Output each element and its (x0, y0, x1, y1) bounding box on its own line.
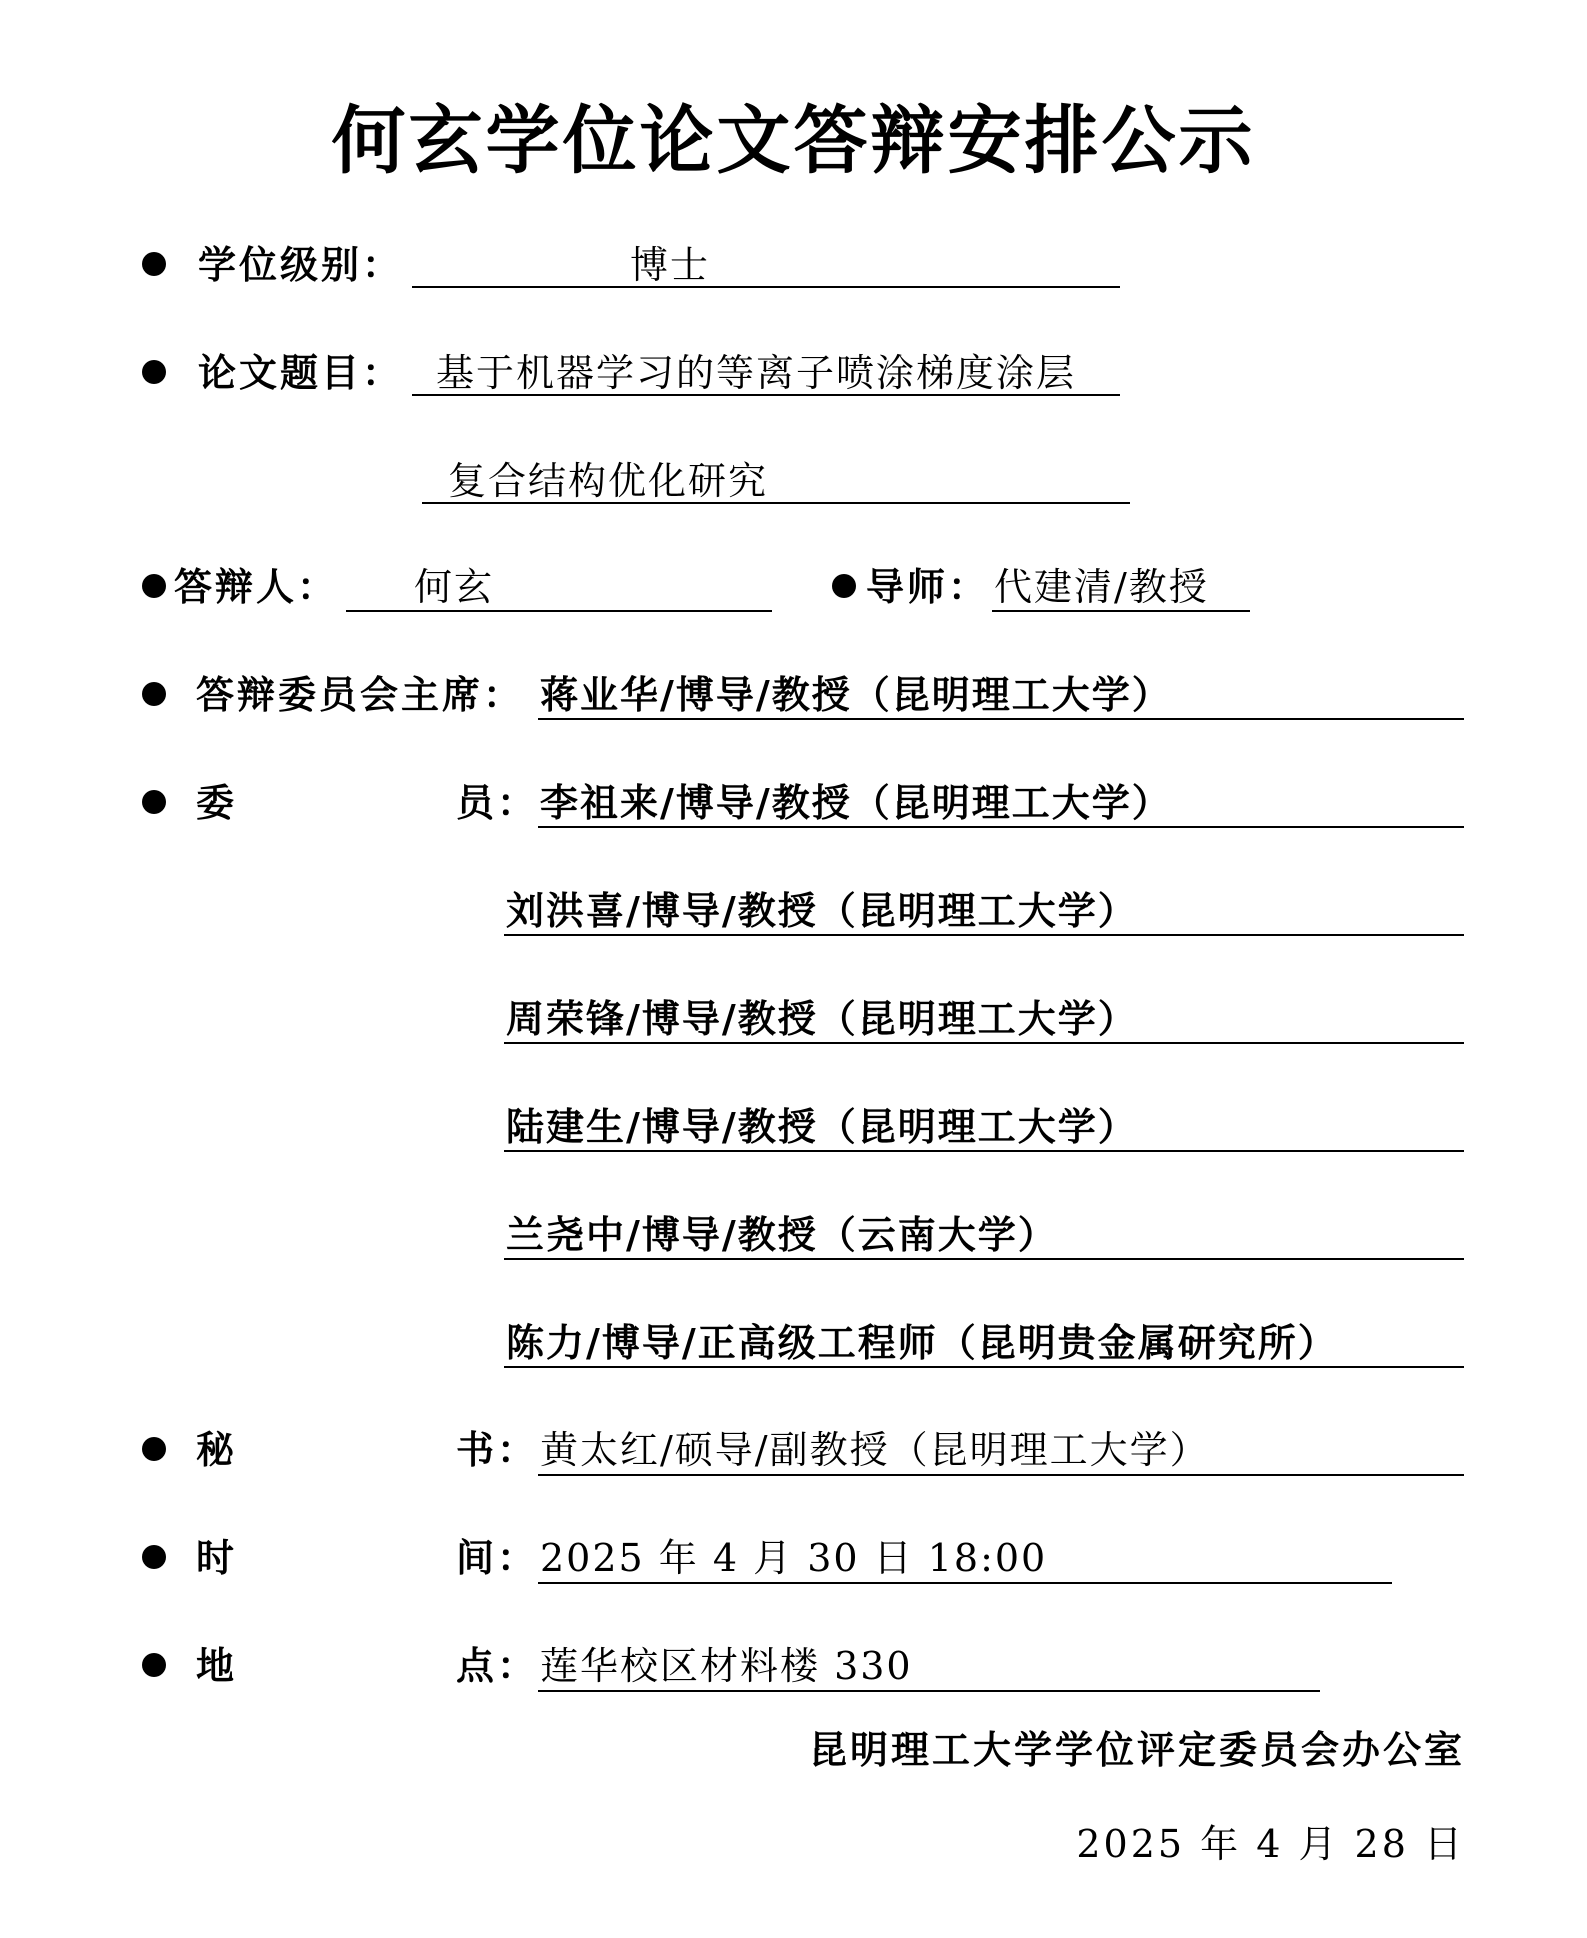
bullet-icon (142, 574, 166, 598)
member-underline (538, 826, 1464, 828)
member-underline (504, 1042, 1464, 1044)
member-underline (504, 1366, 1464, 1368)
secretary-value: 黄太红/硕导/副教授（昆明理工大学） (540, 1428, 1210, 1472)
issuer-name: 昆明理工大学学位评定委员会办公室 (808, 1727, 1465, 1772)
secretary-label-part1: 秘 (196, 1427, 238, 1472)
degree-underline (412, 286, 1120, 288)
bullet-icon (142, 682, 166, 706)
thesis-underline-1 (412, 394, 1120, 396)
time-label-part2: 间： (456, 1535, 539, 1580)
page-title: 何玄学位论文答辩安排公示 (331, 98, 1256, 184)
member-item: 刘洪喜/博导/教授（昆明理工大学） (506, 888, 1138, 933)
bullet-icon (142, 360, 166, 384)
bullet-icon (832, 574, 856, 598)
candidate-underline (346, 610, 772, 612)
bullet-icon (142, 1437, 166, 1461)
secretary-underline (538, 1474, 1464, 1476)
member-underline (504, 1258, 1464, 1260)
member-item: 兰尧中/博导/教授（云南大学） (506, 1212, 1058, 1257)
members-label-part1: 委 (196, 780, 238, 825)
bullet-icon (142, 252, 166, 276)
supervisor-underline (992, 610, 1250, 612)
secretary-label-part2: 书： (456, 1427, 539, 1472)
thesis-title-line1: 基于机器学习的等离子喷涂梯度涂层 (436, 351, 1077, 395)
bullet-icon (142, 790, 166, 814)
bullet-icon (142, 1545, 166, 1569)
location-underline (538, 1690, 1320, 1692)
degree-value: 博士 (630, 243, 711, 287)
candidate-label: 答辩人： (174, 564, 339, 609)
member-item: 李祖来/博导/教授（昆明理工大学） (540, 780, 1172, 825)
supervisor-label: 导师： (866, 564, 990, 609)
thesis-underline-2 (422, 502, 1130, 504)
member-underline (504, 934, 1464, 936)
thesis-label: 论文题目： (198, 350, 404, 395)
issue-date: 2025 年 4 月 28 日 (1076, 1822, 1465, 1866)
member-item: 陆建生/博导/教授（昆明理工大学） (506, 1104, 1138, 1149)
time-value: 2025 年 4 月 30 日 18:00 (540, 1536, 1048, 1580)
members-label-part2: 员： (456, 780, 539, 825)
time-label-part1: 时 (196, 1535, 238, 1580)
location-value: 莲华校区材料楼 330 (540, 1644, 913, 1688)
bullet-icon (142, 1653, 166, 1677)
candidate-value: 何玄 (414, 565, 495, 609)
location-label-part2: 点： (456, 1643, 539, 1688)
member-underline (504, 1150, 1464, 1152)
location-label-part1: 地 (196, 1643, 238, 1688)
degree-label: 学位级别： (198, 242, 404, 287)
supervisor-value: 代建清/教授 (994, 565, 1209, 609)
thesis-title-line2: 复合结构优化研究 (448, 459, 769, 503)
chair-underline (538, 718, 1464, 720)
member-item: 陈力/博导/正高级工程师（昆明贵金属研究所） (506, 1320, 1338, 1365)
chair-value: 蒋业华/博导/教授（昆明理工大学） (540, 672, 1172, 717)
member-item: 周荣锋/博导/教授（昆明理工大学） (506, 996, 1138, 1041)
chair-label: 答辩委员会主席： (196, 672, 525, 717)
time-underline (538, 1582, 1392, 1584)
